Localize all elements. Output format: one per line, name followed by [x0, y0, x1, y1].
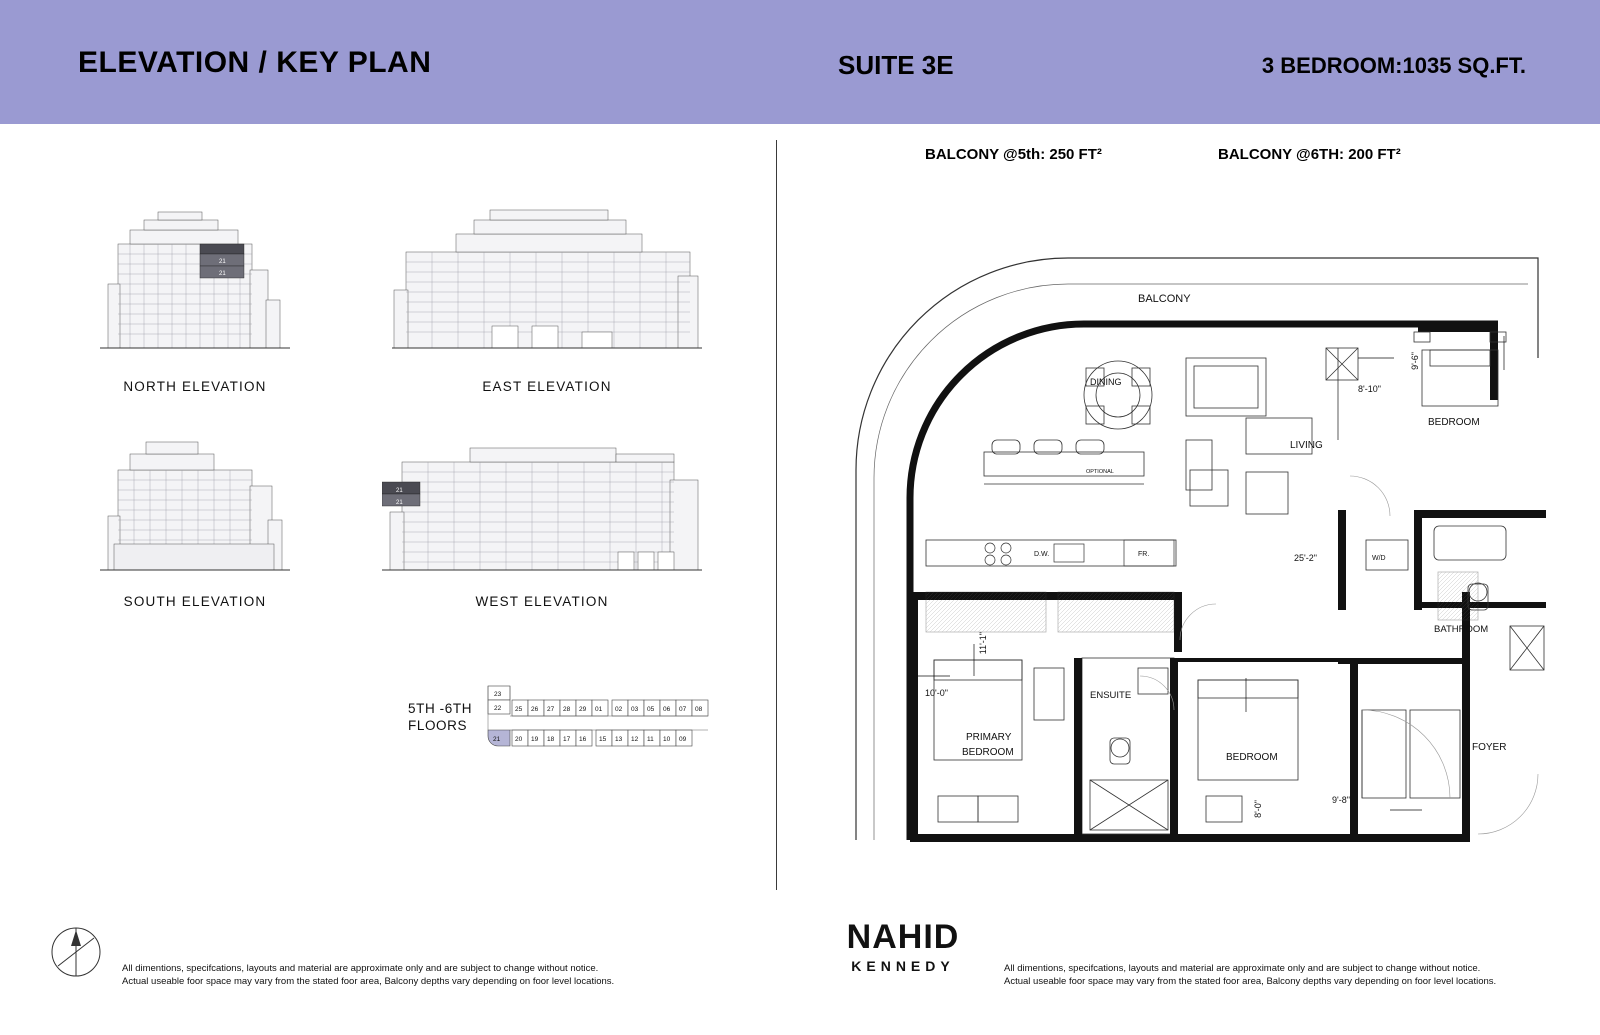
dim-bedroom-mid-height: 8'-0": [1253, 800, 1263, 818]
unit-tag-21: 21: [396, 488, 403, 494]
svg-text:LIVING: LIVING: [1290, 440, 1323, 451]
svg-text:16: 16: [579, 736, 587, 743]
svg-text:27: 27: [547, 706, 555, 713]
svg-text:03: 03: [631, 706, 639, 713]
keyplan-floors-line2: FLOORS: [408, 718, 468, 733]
page-header: [0, 0, 1600, 124]
svg-text:28: 28: [563, 706, 571, 713]
svg-text:01: 01: [595, 706, 603, 713]
svg-text:05: 05: [647, 706, 655, 713]
svg-text:17: 17: [563, 736, 571, 743]
keyplan-diagram: [480, 684, 730, 772]
svg-text:PRIMARY: PRIMARY: [966, 732, 1012, 743]
page-title: ELEVATION / KEY PLAN: [78, 46, 432, 79]
east-elevation-drawing: [392, 196, 702, 364]
dim-living-width: 25'-2": [1294, 553, 1317, 563]
brand-logo-main: NAHID: [846, 918, 960, 956]
svg-text:06: 06: [663, 706, 671, 713]
floor-plan-drawing: [838, 240, 1558, 860]
svg-text:DINING: DINING: [1090, 377, 1122, 387]
compass-rose: [46, 922, 106, 987]
svg-text:08: 08: [695, 706, 703, 713]
north-elevation-label: NORTH ELEVATION: [123, 379, 267, 394]
svg-text:11: 11: [647, 736, 654, 743]
balcony-5th-note: BALCONY @5th: 250 FT²: [925, 146, 1102, 163]
balcony-6th-note: BALCONY @6TH: 200 FT²: [1218, 146, 1401, 163]
unit-tag-21: 21: [396, 500, 403, 506]
brand-logo-sub: KENNEDY: [851, 958, 955, 974]
disclaimer-left-line1: All dimentions, specifcations, layouts and material are approximate only and are subject to change without notice.: [122, 963, 599, 974]
dim-bedroom-right-width: 8'-10": [1358, 384, 1381, 394]
suite-area: 3 BEDROOM:1035 SQ.FT.: [1261, 53, 1526, 78]
keyplan-floors-label: [408, 700, 472, 734]
svg-text:07: 07: [679, 706, 687, 713]
svg-text:BALCONY: BALCONY: [1138, 293, 1191, 305]
svg-text:ENSUITE: ENSUITE: [1090, 690, 1132, 701]
svg-text:BEDROOM: BEDROOM: [1428, 417, 1480, 428]
disclaimer-right-line1: All dimentions, specifcations, layouts and material are approximate only and are subject to change without notice.: [1004, 963, 1481, 974]
svg-text:26: 26: [531, 706, 539, 713]
svg-text:BATHROOM: BATHROOM: [1434, 624, 1489, 635]
dim-bedroom-mid-width: 9'-8": [1332, 795, 1350, 805]
svg-text:12: 12: [631, 736, 639, 743]
unit-tag-21: 21: [219, 271, 226, 277]
svg-text:29: 29: [579, 706, 587, 713]
dim-primary-width: 10'-0": [925, 688, 948, 698]
svg-text:15: 15: [599, 736, 607, 743]
north-elevation-drawing: [100, 196, 290, 364]
svg-text:W/D: W/D: [1372, 555, 1386, 562]
keyplan-floors-line1: 5TH -6TH: [408, 701, 473, 716]
svg-text:19: 19: [531, 736, 539, 743]
dim-bedroom-right-height: 9'-6": [1410, 352, 1420, 370]
svg-text:FOYER: FOYER: [1472, 742, 1507, 753]
svg-text:D.W.: D.W.: [1034, 551, 1050, 558]
svg-text:20: 20: [515, 736, 523, 743]
svg-text:BEDROOM: BEDROOM: [962, 747, 1014, 758]
svg-text:22: 22: [494, 705, 502, 712]
svg-text:18: 18: [547, 736, 555, 743]
west-elevation-label: WEST ELEVATION: [475, 594, 609, 609]
south-elevation-drawing: [100, 424, 290, 584]
south-elevation-label: SOUTH ELEVATION: [123, 594, 267, 609]
disclaimer-left: [122, 962, 692, 988]
disclaimer-right: [1004, 962, 1544, 988]
keyplan-highlight-unit: 21: [493, 736, 501, 743]
svg-text:23: 23: [494, 691, 502, 698]
suite-title: SUITE 3E: [838, 50, 954, 80]
disclaimer-right-line2: Actual useable foor space may vary from the stated foor area, Balcony depths vary depending on foor level locations.: [1004, 976, 1497, 987]
west-elevation-drawing: [382, 424, 702, 584]
svg-text:FR.: FR.: [1138, 551, 1150, 558]
dim-kitchen-depth: 11'-1": [978, 632, 988, 655]
brand-logo: [818, 920, 988, 974]
svg-text:10: 10: [663, 736, 671, 743]
svg-text:25: 25: [515, 706, 523, 713]
svg-text:09: 09: [679, 736, 687, 743]
svg-text:13: 13: [615, 736, 623, 743]
svg-text:BEDROOM: BEDROOM: [1226, 752, 1278, 763]
svg-text:OPTIONAL: OPTIONAL: [1086, 469, 1114, 475]
east-elevation-label: EAST ELEVATION: [482, 379, 612, 394]
unit-tag-21: 21: [219, 259, 226, 265]
disclaimer-left-line2: Actual useable foor space may vary from the stated foor area, Balcony depths vary depending on foor level locations.: [122, 976, 615, 987]
svg-text:02: 02: [615, 706, 623, 713]
vertical-divider: [776, 140, 777, 890]
